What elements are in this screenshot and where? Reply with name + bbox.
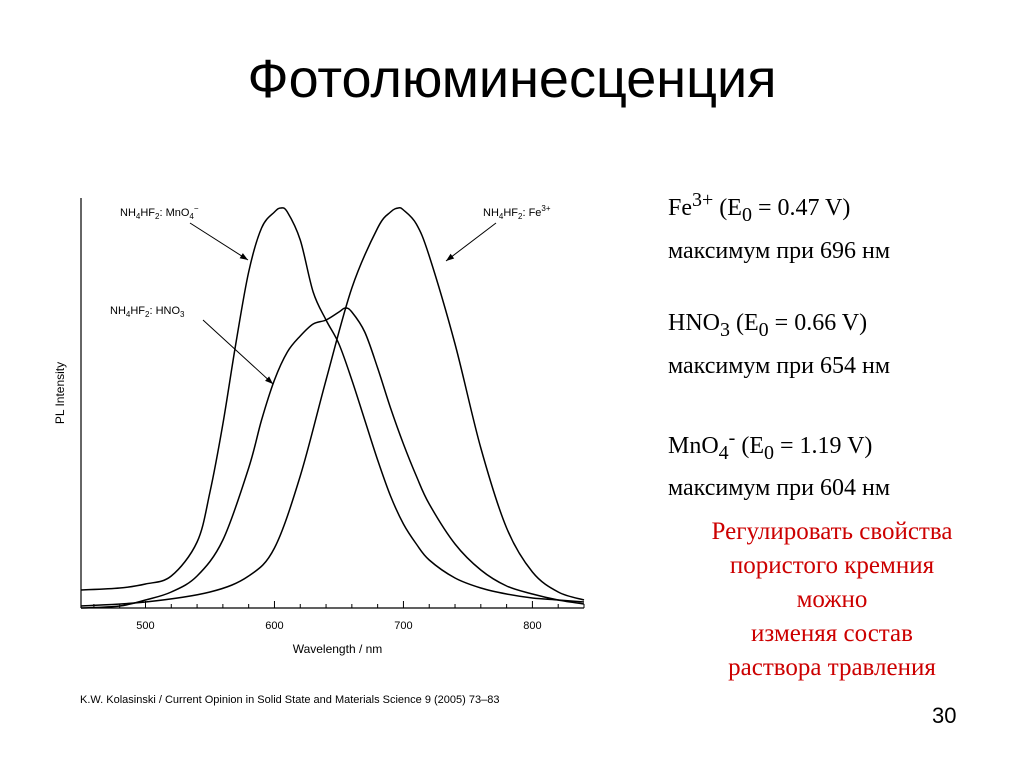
hno3-maximum: максимум при 654 нм: [668, 352, 891, 379]
mno4-e0-sub: 0: [764, 441, 774, 464]
fe-e0-value: = 0.47 V): [751, 195, 851, 221]
x-tick-label: 600: [265, 620, 284, 632]
note-line: раствора травления: [728, 654, 936, 681]
fe-maximum: максимум при 696 нм: [668, 237, 891, 264]
mno4-curve: [81, 208, 584, 602]
page-number: 30: [932, 703, 957, 728]
fe-arrow-head: [446, 254, 454, 261]
mno4-arrow: [190, 223, 248, 260]
mno4-arrow-head: [240, 253, 248, 260]
mno4-e0-label: (E: [735, 432, 764, 459]
fe-e0-sub: 0: [741, 203, 752, 226]
hno3-ion: HNO: [668, 309, 720, 336]
mno4-charge: -: [728, 426, 736, 449]
note-line: можно: [796, 586, 868, 613]
maxima-list: [668, 182, 890, 506]
fe-arrow: [446, 223, 496, 261]
x-tick-label: 800: [523, 620, 542, 632]
hno3-entry: [668, 305, 890, 384]
fe-entry: [668, 182, 890, 269]
mno4-annotation: $NH_4HF_2$: MnO$_4$−: [120, 204, 199, 221]
hno3-annotation: $NH_4HF_2$: $HNO_3$: [110, 305, 185, 319]
x-axis-label: Wavelength / nm: [292, 642, 383, 656]
x-tick-label: 500: [136, 620, 155, 632]
mno4-maximum: максимум при 604 нм: [668, 475, 891, 502]
mno4-ion: MnO: [668, 432, 719, 459]
mno4-sub: 4: [718, 441, 729, 464]
fe-curve: [81, 208, 584, 606]
conclusion-note: [662, 515, 1002, 685]
fe-charge: 3+: [692, 189, 714, 211]
fe-e0-label: (E: [713, 195, 742, 221]
hno3-sub: 3: [720, 318, 730, 341]
hno3-curve: [81, 308, 584, 608]
fe-potential-line: [668, 182, 890, 233]
pl-spectrum-chart: [40, 180, 600, 660]
x-tick-label: 700: [394, 620, 413, 632]
citation: K.W. Kolasinski / Current Opinion in Solid State and Materials Science 9 (2005) 73–83: [80, 694, 500, 706]
fe-ion: Fe: [668, 195, 692, 221]
mno4-e0-value: = 1.19 V): [774, 432, 873, 459]
note-line: Регулировать свойства: [711, 518, 953, 545]
mno4-potential-line: [668, 420, 890, 471]
hno3-e0-value: = 0.66 V): [768, 309, 868, 336]
y-axis-label: PL Intensity: [53, 361, 67, 425]
fe-annotation: $NH_4HF_2$: $Fe^{3+}$: [483, 204, 551, 221]
hno3-potential-line: [668, 305, 890, 348]
note-line: пористого кремния: [729, 552, 935, 579]
note-line: изменяя состав: [751, 620, 913, 647]
hno3-e0-sub: 0: [758, 318, 769, 341]
mno4-entry: [668, 420, 890, 507]
hno3-e0-label: (E: [730, 309, 759, 336]
slide-title: Фотолюминесценция: [247, 49, 777, 109]
